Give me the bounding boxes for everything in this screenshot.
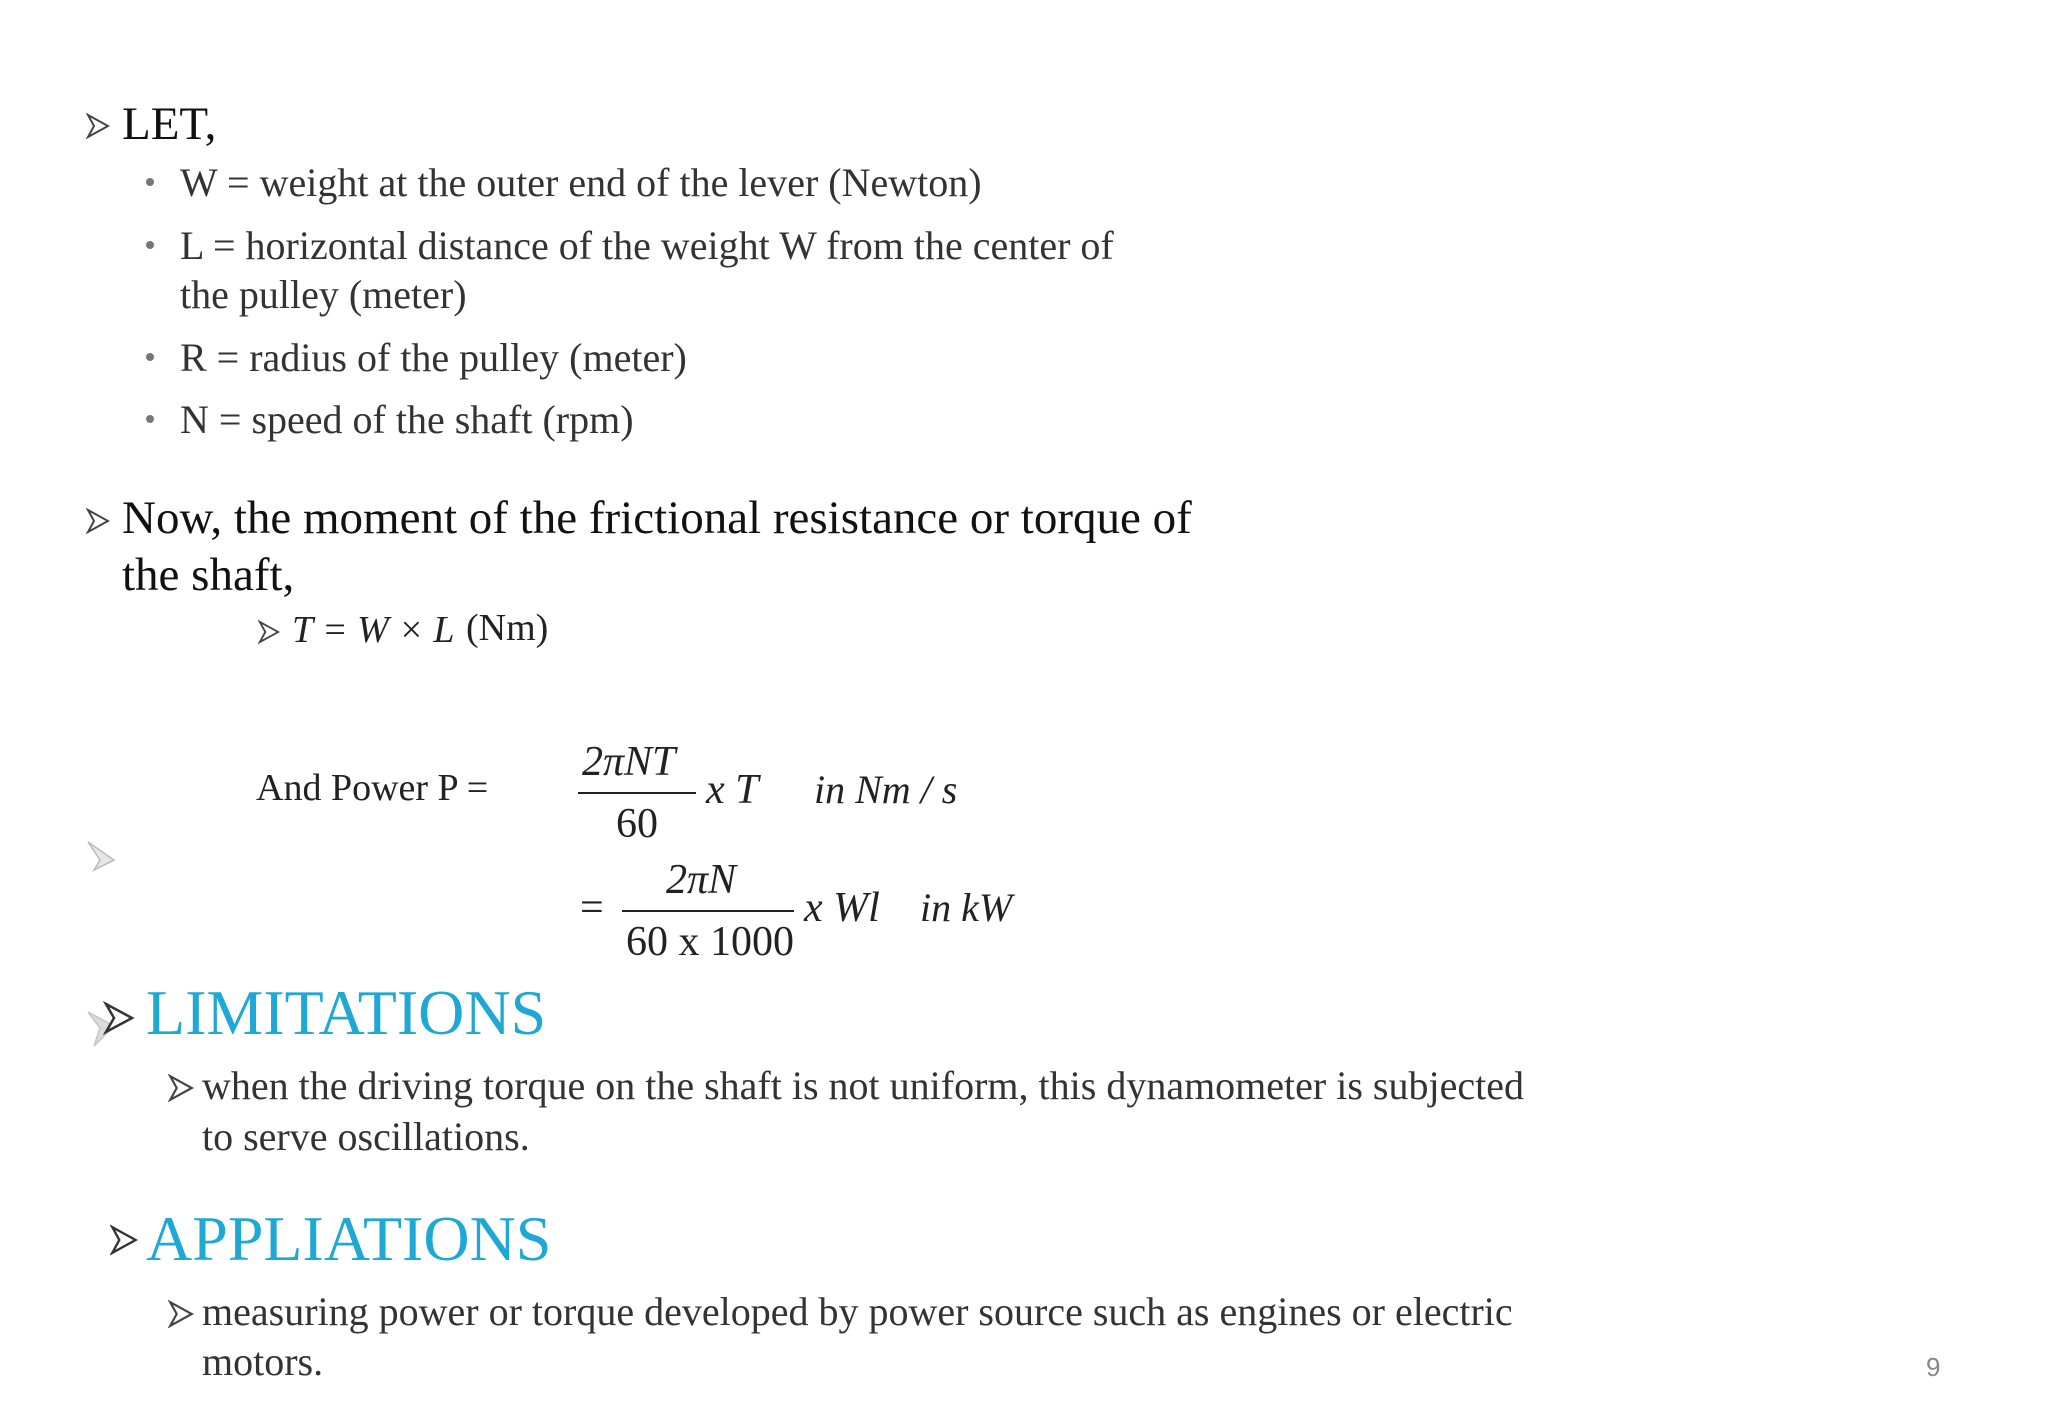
dot-bullet-icon <box>146 415 154 423</box>
power-frac1-line <box>578 792 696 794</box>
torque-line-2: the shaft, <box>122 549 295 601</box>
let-item-l-cont: the pulley (meter) <box>180 272 467 317</box>
arrowhead-bullet-icon <box>258 620 280 644</box>
applications-line-1: measuring power or torque developed by power source such as engines or electric <box>202 1289 1513 1334</box>
arrowhead-bullet-icon <box>168 1074 194 1102</box>
power-label: And Power P = <box>256 767 489 809</box>
arrowhead-bullet-icon <box>86 113 110 139</box>
let-item-r: R = radius of the pulley (meter) <box>180 335 687 380</box>
power-unit-1: in Nm / s <box>814 767 958 812</box>
torque-unit: (Nm) <box>466 607 549 649</box>
dot-bullet-icon <box>146 178 154 186</box>
power-unit-2: in kW <box>920 885 1013 930</box>
arrowhead-bullet-icon <box>86 838 116 872</box>
let-item-n: N = speed of the shaft (rpm) <box>180 397 634 442</box>
arrowhead-bullet-icon <box>110 1224 138 1256</box>
let-item-l: L = horizontal distance of the weight W from the center of <box>180 223 1114 268</box>
torque-line-1: Now, the moment of the frictional resistance or torque of <box>122 492 1192 544</box>
torque-formula: T = W × L <box>292 609 455 651</box>
arrowhead-bullet-icon <box>168 1300 194 1328</box>
dot-bullet-icon <box>146 353 154 361</box>
power-frac2-multiplier: x Wl <box>804 885 880 931</box>
arrowhead-bullet-icon <box>86 508 110 534</box>
let-item-w: W = weight at the outer end of the lever (Newton) <box>180 160 982 205</box>
arrowhead-bullet-icon <box>84 998 136 1050</box>
power-frac1-denominator: 60 <box>616 801 658 847</box>
applications-heading: APPLIATIONS <box>146 1203 552 1274</box>
power-frac2-numerator: 2πN <box>666 857 737 903</box>
dot-bullet-icon <box>146 241 154 249</box>
power-frac2-denominator: 60 x 1000 <box>626 919 794 965</box>
power-frac2-line <box>622 910 794 912</box>
limitations-line-1: when the driving torque on the shaft is not uniform, this dynamometer is subjected <box>202 1063 1524 1108</box>
power-frac1-numerator: 2πNT <box>582 739 676 785</box>
power-frac1-multiplier: x T <box>706 767 759 813</box>
page-number: 9 <box>1926 1352 1941 1382</box>
applications-line-2: motors. <box>202 1339 324 1384</box>
let-title: LET, <box>122 98 217 150</box>
limitations-heading: LIMITATIONS <box>146 977 547 1048</box>
power-equals: = <box>580 885 604 931</box>
limitations-line-2: to serve oscillations. <box>202 1114 530 1159</box>
